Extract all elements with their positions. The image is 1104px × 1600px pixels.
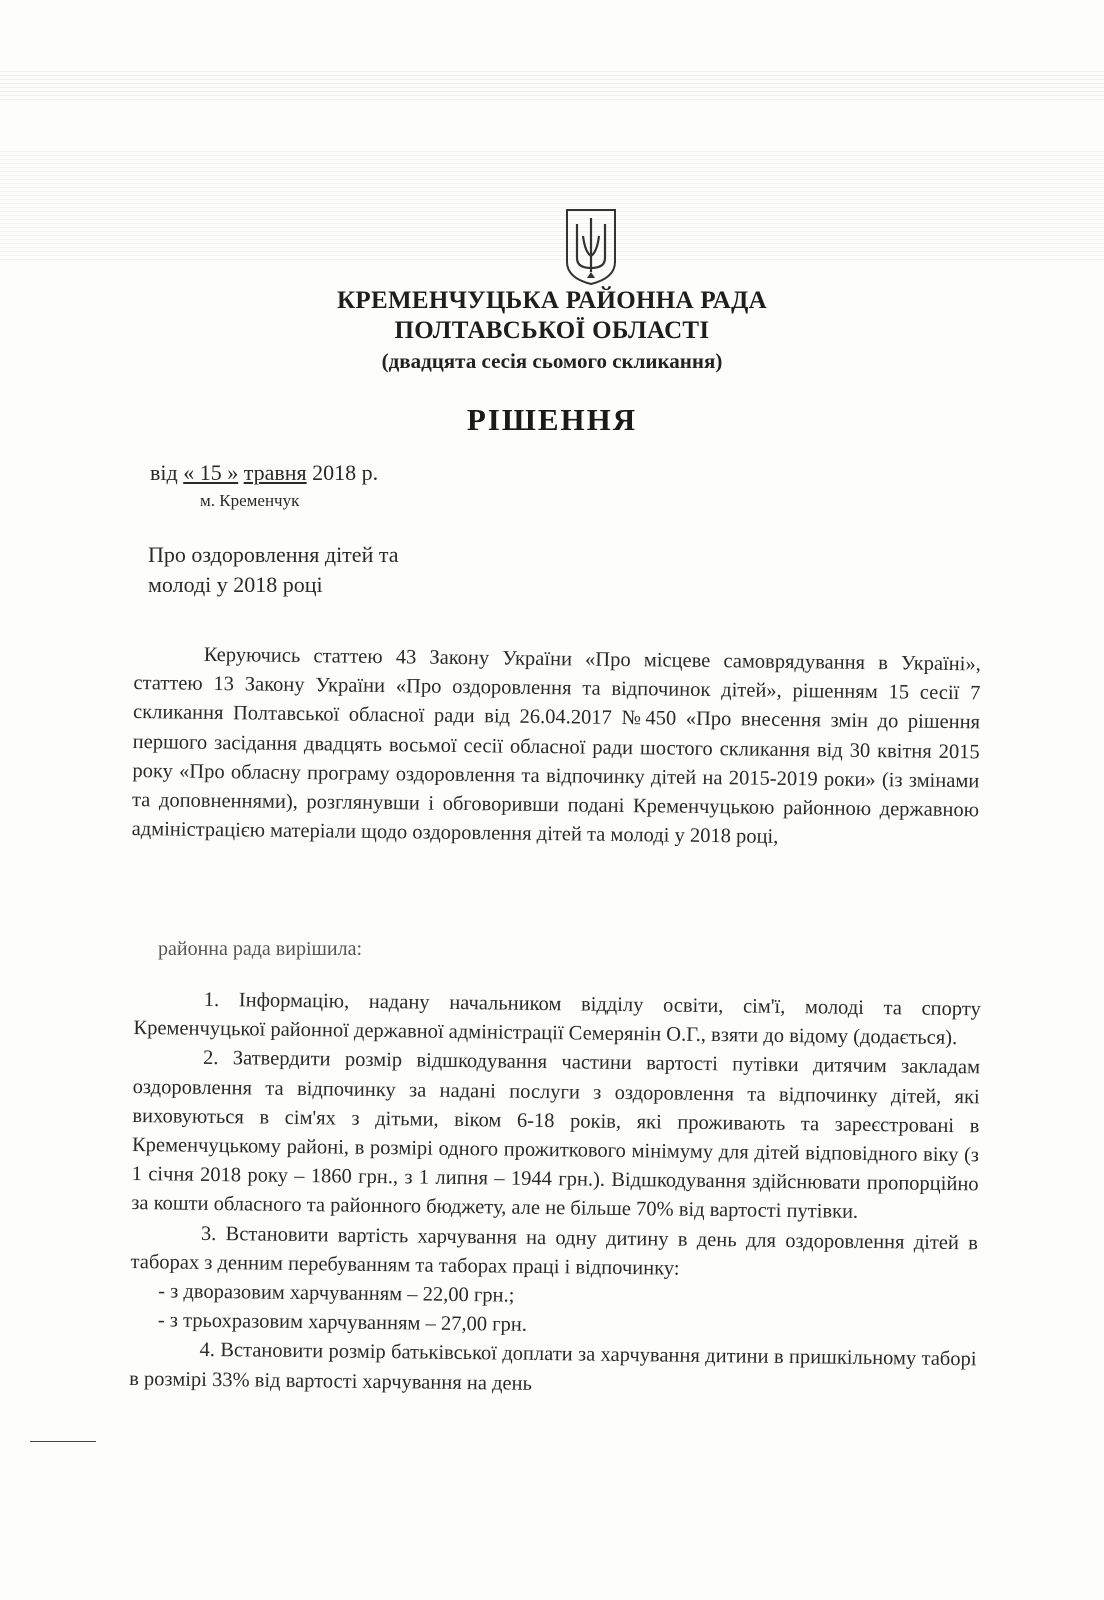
scan-noise-band [0,150,1104,260]
scan-margin-mark [30,1441,96,1442]
decision-items [129,985,981,1404]
decision-item: 4. Встановити розмір батьківської доплати за харчування дитини в пришкільному таборі в розмірі 33% від вартості харчування на день [129,1339,977,1395]
decision-item: 3. Встановити вартість харчування на одну дитину в день для оздоровлення дітей в таборах з денним перебуванням та таборах праці і відпочинку: [130,1222,979,1280]
resolve-line: районна рада вирішила: [158,938,363,960]
date-day: « 15 » [183,460,239,485]
decision-item: 2. Затвердити розмір відшкодування частини вартості путівки дитячим закладам оздоровлення та відпочинку за надані послуги з оздоровлення та відпочинку дітей, які виховуються в сім'ях з дітьми, віком 6-18 років, які проживають та зареєстровані в Кременчуцькому районі, в розмірі одного прожиткового мінімуму для дітей відповідного віку (з 1 січня 2018 року – 1860 грн., з 1 липня – 1944 грн.). Відшкодування здійснювати пропорційно за кошти обласного та районного бюджету, але не більше 70% від вартості путівки. [131,1047,981,1224]
decision-city: м. Кременчук [200,491,300,510]
meal-option: - з трьохразовим харчуванням – 27,00 грн. [157,1309,528,1337]
meal-option: - з дворазовим харчуванням – 22,00 грн.; [158,1280,515,1307]
date-prefix: від [150,460,178,485]
decision-item: 1. Інформацію, надану начальником відділу освіти, сім'ї, молоді та спорту Кременчуцької районної державної адміністрації Семерянін О.Г., взяти до відому (додається). [133,988,981,1050]
date-year: 2018 р. [312,460,379,485]
trident-emblem-icon [563,206,619,286]
scan-noise-band [0,70,1104,100]
decision-subject [148,540,468,600]
subject-line: Про оздоровлення дітей та [148,542,399,567]
decision-date [150,458,378,487]
subject-line: молоді у 2018 році [148,572,323,597]
date-month: травня [243,460,307,485]
session-name: (двадцята сесія сьомого скликання) [381,349,723,373]
preamble-paragraph: Керуючись статтею 43 Закону України «Про місцеве самоврядування в Україні», статтею 13 Закону України «Про оздоровлення та відпочинок дітей», рішенням 15 сесії 7 скликання Полтавської обласної ради від 26.04.2017 №450 «Про внесення змін до рішення першого засідання двадцять восьмої сесії обласної ради шостого скликання від 30 квітня 2015 року «Про обласну програму оздоровлення та відпочинку дітей на 2015-2019 роки» (із змінами та доповненнями), розглянувши і обговоривши подані Кременчуцькою районною державною адміністрацією матеріали щодо оздоровлення дітей та молоді у 2018 році, [131,643,981,849]
document-title: РІШЕННЯ [466,402,638,437]
region-name: ПОЛТАВСЬКОЇ ОБЛАСТІ [394,317,710,344]
council-name: КРЕМЕНЧУЦЬКА РАЙОННА РАДА [337,287,767,314]
